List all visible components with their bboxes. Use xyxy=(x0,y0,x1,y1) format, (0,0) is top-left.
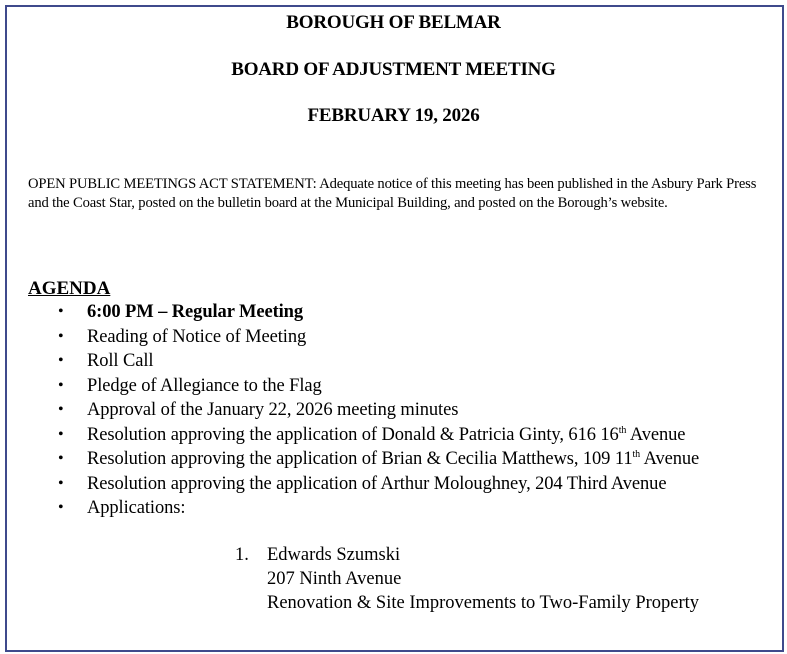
agenda-item-text-tail: Avenue xyxy=(626,424,686,445)
application-applicant: Edwards Szumski xyxy=(267,545,401,565)
ordinal-suffix: th xyxy=(632,449,641,460)
agenda-item xyxy=(0,300,787,325)
agenda-item-text: Pledge of Allegiance to the Flag xyxy=(87,375,322,396)
application-number: 1. xyxy=(235,545,249,565)
agenda-item-text: Resolution approving the application of Arthur Moloughney, 204 Third Avenue xyxy=(87,473,667,494)
bullet-icon: • xyxy=(58,303,64,320)
agenda-item xyxy=(0,325,787,350)
agenda-item xyxy=(0,398,787,423)
agenda-item-text: Applications: xyxy=(87,498,186,518)
bullet-icon: • xyxy=(58,450,64,467)
agenda-item-text xyxy=(87,423,685,448)
agenda-item xyxy=(0,496,787,521)
municipality-title: BOROUGH OF BELMAR xyxy=(286,12,501,33)
agenda-item xyxy=(0,423,787,448)
bullet-icon: • xyxy=(58,327,64,345)
ordinal-suffix: th xyxy=(618,424,627,436)
meeting-date: FEBRUARY 19, 2026 xyxy=(307,105,480,126)
agenda-item-text: Approval of the January 22, 2026 meeting minutes xyxy=(87,400,459,420)
open-public-meetings-statement: OPEN PUBLIC MEETINGS ACT STATEMENT: Adequate notice of this meeting has been published in the Asbury Park Press and the Coast Star, posted on the bulletin board at the Municipal Building, and posted on the Borough’s website. xyxy=(28,176,757,211)
bullet-icon: • xyxy=(58,425,64,443)
agenda-item xyxy=(0,374,787,399)
application-address: 207 Ninth Avenue xyxy=(267,569,402,589)
agenda-item-text: Roll Call xyxy=(87,351,154,371)
agenda-item-text: 6:00 PM – Regular Meeting xyxy=(87,302,304,322)
bullet-icon: • xyxy=(58,401,64,418)
agenda-list xyxy=(0,300,787,521)
bullet-icon: • xyxy=(58,499,64,516)
meeting-title: BOARD OF ADJUSTMENT MEETING xyxy=(231,59,556,80)
agenda-item xyxy=(0,447,787,472)
agenda-heading: AGENDA xyxy=(28,278,111,299)
application-description: Renovation & Site Improvements to Two-Family Property xyxy=(267,593,700,613)
agenda-item-text-main: Resolution approving the application of Donald & Patricia Ginty, 616 16 xyxy=(87,424,619,445)
agenda-item-text xyxy=(87,447,699,472)
application-entry xyxy=(267,543,699,615)
bullet-icon: • xyxy=(58,352,64,369)
agenda-item xyxy=(0,472,787,497)
agenda-item-text: Reading of Notice of Meeting xyxy=(87,326,307,347)
agenda-item-text-tail: Avenue xyxy=(640,449,700,469)
bullet-icon: • xyxy=(58,376,64,394)
agenda-item-text-main: Resolution approving the application of Brian & Cecilia Matthews, 109 11 xyxy=(87,449,633,469)
bullet-icon: • xyxy=(58,474,64,492)
agenda-item xyxy=(0,349,787,374)
